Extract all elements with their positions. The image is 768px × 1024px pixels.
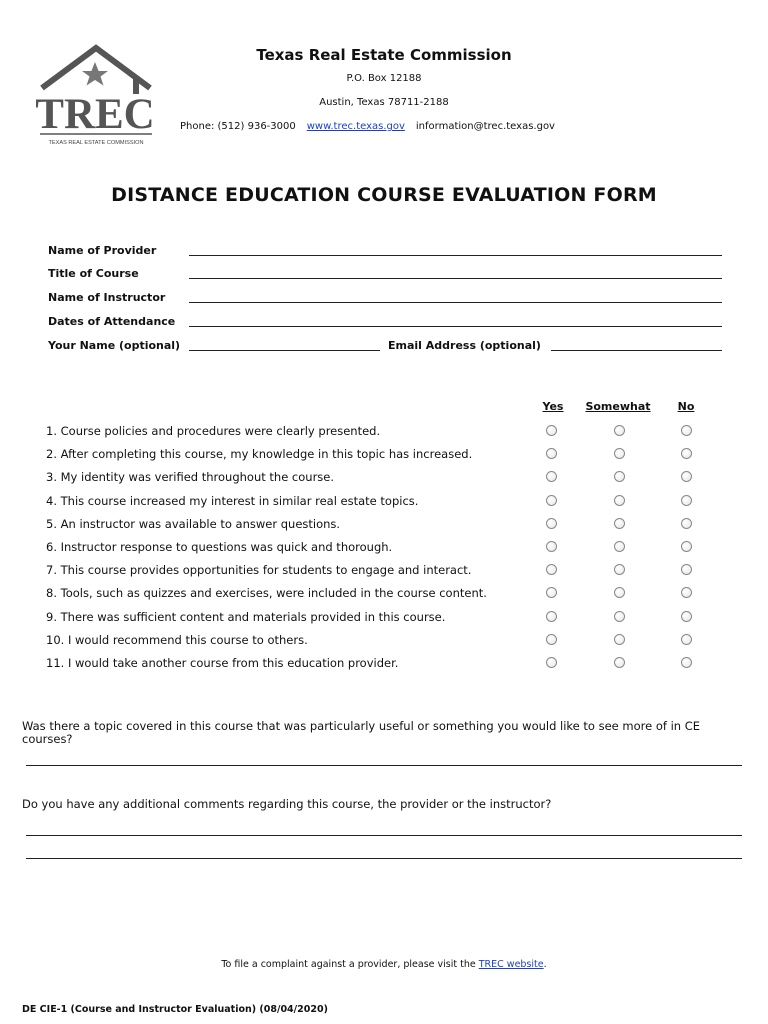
radio-q1-yes[interactable] <box>546 425 557 436</box>
question-7: 7. This course provides opportunities for students to engage and interact. <box>46 563 472 578</box>
email-field[interactable] <box>551 350 722 351</box>
radio-q11-somewhat[interactable] <box>614 657 625 668</box>
your-name-label: Your Name (optional) <box>48 339 181 352</box>
form-title: DISTANCE EDUCATION COURSE EVALUATION FORM <box>111 184 657 206</box>
question-11: 11. I would take another course from this education provider. <box>46 656 399 670</box>
address-line-2: Austin, Texas 78711-2188 <box>319 97 449 108</box>
radio-q4-yes[interactable] <box>546 495 557 506</box>
course-title-field[interactable] <box>189 278 722 279</box>
col-no: No <box>677 400 695 413</box>
radio-q9-somewhat[interactable] <box>614 611 625 622</box>
radio-q3-somewhat[interactable] <box>614 471 625 482</box>
radio-q10-yes[interactable] <box>546 634 557 645</box>
dates-field[interactable] <box>189 326 722 327</box>
open-question-2: Do you have any additional comments regarding this course, the provider or the instructor? <box>22 797 552 811</box>
contact-line <box>180 121 555 132</box>
radio-q4-no[interactable] <box>681 495 692 506</box>
website-link[interactable]: www.trec.texas.gov <box>306 121 405 132</box>
open-answer-2-line-1[interactable] <box>26 835 742 836</box>
radio-q2-no[interactable] <box>681 448 692 459</box>
radio-q6-no[interactable] <box>681 541 692 552</box>
col-somewhat: Somewhat <box>585 400 651 413</box>
col-yes: Yes <box>542 400 564 413</box>
question-6: 6. Instructor response to questions was quick and thorough. <box>46 540 393 554</box>
radio-q5-somewhat[interactable] <box>614 518 625 529</box>
address-line-1: P.O. Box 12188 <box>346 73 422 84</box>
email-label: Email Address (optional) <box>388 339 541 352</box>
form-id: DE CIE-1 (Course and Instructor Evaluation) (08/04/2020) <box>22 1004 328 1015</box>
radio-q7-somewhat[interactable] <box>614 564 625 575</box>
house-star-icon <box>36 44 158 148</box>
provider-field[interactable] <box>189 255 722 256</box>
phone-text: Phone: (512) 936-3000 <box>180 121 296 132</box>
radio-q11-no[interactable] <box>681 657 692 668</box>
radio-q1-no[interactable] <box>681 425 692 436</box>
question-3: 3. My identity was verified throughout the course. <box>46 470 335 485</box>
course-title-label: Title of Course <box>48 267 139 280</box>
radio-q8-no[interactable] <box>681 587 692 598</box>
instructor-field[interactable] <box>189 302 722 303</box>
radio-q3-yes[interactable] <box>546 471 557 482</box>
radio-q7-no[interactable] <box>681 564 692 575</box>
logo-wordmark: TREC <box>36 91 155 138</box>
radio-q8-yes[interactable] <box>546 587 557 598</box>
radio-q5-no[interactable] <box>681 518 692 529</box>
question-10: 10. I would recommend this course to others. <box>46 632 308 647</box>
radio-q4-somewhat[interactable] <box>614 495 625 506</box>
radio-q3-no[interactable] <box>681 471 692 482</box>
radio-q9-no[interactable] <box>681 611 692 622</box>
radio-q8-somewhat[interactable] <box>614 587 625 598</box>
question-1: 1. Course policies and procedures were clearly presented. <box>46 424 381 438</box>
trec-logo <box>36 44 158 148</box>
question-4: 4. This course increased my interest in similar real estate topics. <box>46 493 419 508</box>
question-9: 9. There was sufficient content and materials provided in this course. <box>46 609 446 624</box>
question-2: 2. After completing this course, my knowledge in this topic has increased. <box>46 447 473 462</box>
question-8: 8. Tools, such as quizzes and exercises, were included in the course content. <box>46 586 487 601</box>
radio-q11-yes[interactable] <box>546 657 557 668</box>
open-answer-2-line-2[interactable] <box>26 858 742 859</box>
provider-label: Name of Provider <box>48 244 157 257</box>
radio-q5-yes[interactable] <box>546 518 557 529</box>
dates-label: Dates of Attendance <box>48 315 176 328</box>
instructor-label: Name of Instructor <box>48 291 166 304</box>
open-question-1: Was there a topic covered in this course that was particularly useful or something you would like to see more of in CE courses? <box>22 719 701 746</box>
complaint-text: To file a complaint against a provider, please visit the <box>221 959 479 970</box>
open-answer-1-line[interactable] <box>26 765 742 766</box>
radio-q6-yes[interactable] <box>546 541 557 552</box>
email-text: information@trec.texas.gov <box>415 121 555 132</box>
radio-q6-somewhat[interactable] <box>614 541 625 552</box>
your-name-field[interactable] <box>189 350 380 351</box>
radio-q2-yes[interactable] <box>546 448 557 459</box>
radio-q7-yes[interactable] <box>546 564 557 575</box>
radio-q10-no[interactable] <box>681 634 692 645</box>
complaint-note: To file a complaint against a provider, please visit the TREC website. <box>221 959 547 970</box>
org-name: Texas Real Estate Commission <box>256 46 512 64</box>
radio-q9-yes[interactable] <box>546 611 557 622</box>
logo-tagline: TEXAS REAL ESTATE COMMISSION <box>48 140 144 146</box>
question-5: 5. An instructor was available to answer questions. <box>46 516 341 531</box>
radio-q10-somewhat[interactable] <box>614 634 625 645</box>
trec-website-link[interactable]: TREC website <box>478 959 544 970</box>
radio-q2-somewhat[interactable] <box>614 448 625 459</box>
radio-q1-somewhat[interactable] <box>614 425 625 436</box>
